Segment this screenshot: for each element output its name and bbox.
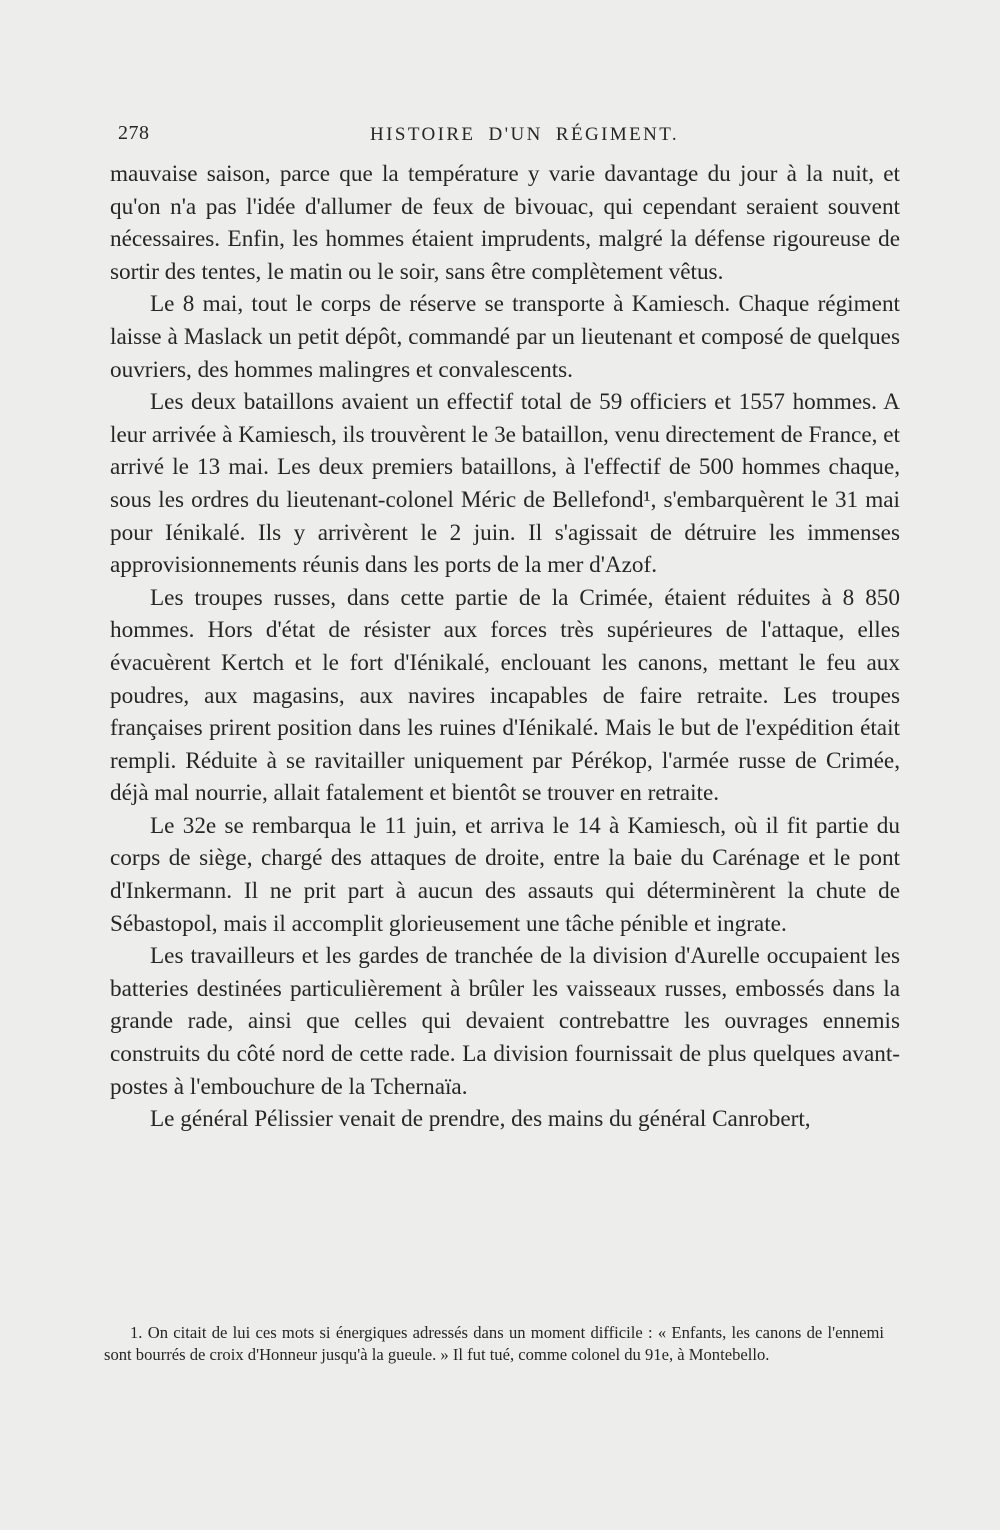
body-text [110, 158, 900, 1136]
paragraph: Le 8 mai, tout le corps de réserve se transporte à Kamiesch. Chaque régiment laisse à Maslack un petit dépôt, commandé par un lieutenant et composé de quelques ouvriers, des hommes malingres et convalescents. [110, 291, 900, 383]
running-head: HISTOIRE D'UN RÉGIMENT. [370, 124, 679, 145]
paragraph: Le général Pélissier venait de prendre, des mains du général Canrobert, [150, 1106, 811, 1133]
paragraph: Les travailleurs et les gardes de tranchée de la division d'Aurelle occupaient les batteries destinées particulièrement à brûler les vaisseaux russes, embossés dans la grande rade, ainsi que celles qui devaient contrebattre les ouvrages ennemis construits du côté nord de cette rade. La division fournissait de plus quelques avant-postes à l'embouchure de la Tchernaïa. [110, 943, 900, 1100]
paragraph: Les deux bataillons avaient un effectif total de 59 officiers et 1557 hommes. A leur arrivée à Kamiesch, ils trouvèrent le 3e bataillon, venu directement de France, et arrivé le 13 mai. Les deux premiers bataillons, à l'effectif de 500 hommes chaque, sous les ordres du lieutenant-colonel Méric de Bellefond¹, s'embarquèrent le 31 mai pour Iénikalé. Ils y arrivèrent le 2 juin. Il s'agissait de détruire les immenses approvisionnements réunis dans les ports de la mer d'Azof. [110, 389, 900, 579]
paragraph: mauvaise saison, parce que la température y varie davantage du jour à la nuit, et qu'on n'a pas l'idée d'allumer de feux de bivouac, qui cependant seraient souvent nécessaires. Enfin, les hommes étaient imprudents, malgré la défense rigoureuse de sortir des tentes, le matin ou le soir, sans être complètement vêtus. [110, 161, 900, 285]
paragraph: Le 32e se rembarqua le 11 juin, et arriva le 14 à Kamiesch, où il fit partie du corps de siège, chargé des attaques de droite, entre la baie du Carénage et le pont d'Inkermann. Il ne prit part à aucun des assauts qui déterminèrent la chute de Sébastopol, mais il accomplit glorieusement une tâche pénible et ingrate. [110, 812, 900, 937]
footnotes [104, 1322, 884, 1365]
paragraph: Les troupes russes, dans cette partie de la Crimée, étaient réduites à 8 850 hommes. Hors d'état de résister aux forces très supérieures de l'attaque, elles évacuèrent Kertch et le fort d'Iénikalé, enclouant les canons, mettant le feu aux poudres, aux magasins, aux navires incapables de faire retraite. Les troupes françaises prirent position dans les ruines d'Iénikalé. Mais le but de l'expédition était rempli. Réduite à se ravitailler uniquement par Pérékop, l'armée russe de Crimée, déjà mal nourrie, allait fatalement et bientôt se trouver en retraite. [110, 584, 900, 807]
footnote: 1. On citait de lui ces mots si énergiques adressés dans un moment difficile : « Enfants, les canons de l'ennemi sont bourrés de croix d'Honneur jusqu'à la gueule. » Il fut tué, comme colonel du 91e, à Montebello. [104, 1323, 884, 1364]
page-number: 278 [118, 122, 150, 144]
page-header [112, 122, 902, 156]
